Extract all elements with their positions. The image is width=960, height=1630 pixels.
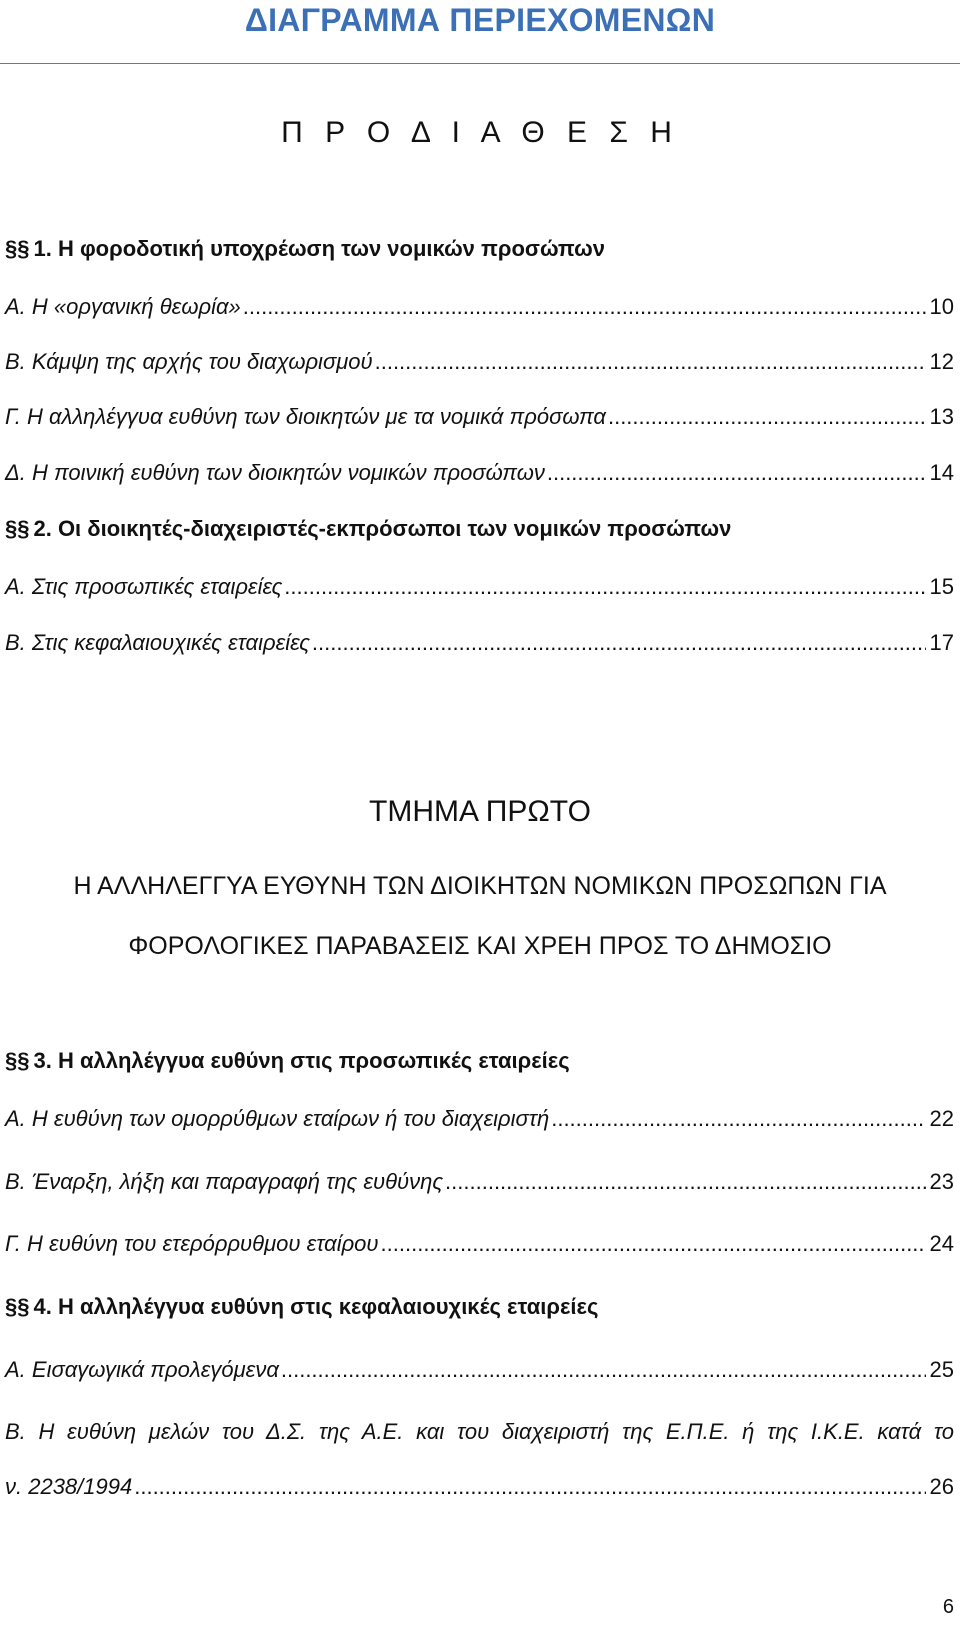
toc-entry-label: Α. Η ευθύνη των ομορρύθμων εταίρων ή του διαχειριστή [5,1106,550,1131]
toc-entry[interactable] [5,1165,954,1199]
toc-entry-page: 24 [929,1231,954,1256]
part-one-heading: ΤΜΗΜΑ ΠΡΩΤΟ [369,795,591,828]
document-title: ΔΙΑΓΡΑΜΜΑ ΠΕΡΙΕΧΟΜΕΝΩΝ [244,2,716,38]
toc-entry-page: 10 [929,294,954,319]
toc-entry-label: Γ. Η ευθύνη του ετερόρρυθμου εταίρου [5,1231,379,1256]
toc-entry[interactable] [5,570,954,604]
toc-entry-page: 13 [929,404,954,429]
toc-leader-dots [381,1227,926,1261]
toc-entry-label: Γ. Η αλληλέγγυα ευθύνη των διοικητών με τα νομικά πρόσωπα [5,404,606,429]
toc-leader-dots [134,1470,925,1504]
toc-entry[interactable] [5,290,954,324]
toc-entry-page: 17 [929,630,954,655]
toc-leader-dots [281,1353,926,1387]
toc-entry-label: Δ. Η ποινική ευθύνη των διοικητών νομικών προσώπων [5,460,545,485]
toc-entry[interactable] [5,1227,954,1261]
toc-entry-page: 12 [929,349,954,374]
section-mark: §§ [5,516,30,541]
toc-leader-dots [547,456,926,490]
toc-leader-dots [608,400,926,434]
toc-section-3[interactable] [5,1044,570,1078]
toc-entry-label: Β. Κάμψη της αρχής του διαχωρισμού [5,349,373,374]
section-mark: §§ [5,1294,30,1319]
section-title: 4. Η αλληλέγγυα ευθύνη στις κεφαλαιουχικές εταιρείες [33,1294,599,1319]
toc-entry-page: 15 [929,574,954,599]
toc-leader-dots [243,290,926,324]
toc-entry-long-line-1[interactable]: Β. Η ευθύνη μελών του Δ.Σ. της Α.Ε. και του διαχειριστή της Ε.Π.Ε. ή της Ι.Κ.Ε. κατά το [5,1419,954,1444]
toc-entry-label: Α. Στις προσωπικές εταιρείες [5,574,283,599]
toc-entry-label: ν. 2238/1994 [5,1474,133,1499]
toc-entry-label: Α. Η «οργανική θεωρία» [5,294,241,319]
section-title: 3. Η αλληλέγγυα ευθύνη στις προσωπικές εταιρείες [33,1048,570,1073]
toc-entry-label: Α. Εισαγωγικά προλεγόμενα [5,1357,279,1382]
toc-entry[interactable] [5,1353,954,1387]
toc-entry-label: Β. Έναρξη, λήξη και παραγραφή της ευθύνης [5,1169,444,1194]
toc-leader-dots [551,1102,925,1136]
section-title: 2. Οι διοικητές-διαχειριστές-εκπρόσωποι των νομικών προσώπων [33,516,732,541]
toc-entry[interactable] [5,1102,954,1136]
toc-entry-label: Β. Στις κεφαλαιουχικές εταιρείες [5,630,310,655]
header-divider [0,63,960,64]
toc-section-2[interactable] [5,512,731,546]
toc-leader-dots [375,345,926,379]
toc-section-4[interactable] [5,1290,598,1324]
toc-entry[interactable] [5,626,954,660]
toc-entry-page: 26 [929,1474,954,1499]
toc-entry[interactable] [5,345,954,379]
toc-entry-long-line-2[interactable] [5,1470,954,1504]
part-one-subtitle-line-1: Η ΑΛΛΗΛΕΓΓΥΑ ΕΥΘΥΝΗ ΤΩΝ ΔΙΟΙΚΗΤΩΝ ΝΟΜΙΚΩΝ ΠΡΟΣΩΠΩΝ ΓΙΑ [73,872,887,900]
preface-heading: Π Ρ Ο Δ Ι Α Θ Ε Σ Η [281,116,679,149]
toc-leader-dots [312,626,926,660]
toc-section-1[interactable] [5,232,605,266]
section-mark: §§ [5,1048,30,1073]
toc-entry[interactable] [5,456,954,490]
toc-leader-dots [445,1165,925,1199]
section-title: 1. Η φοροδοτική υποχρέωση των νομικών προσώπων [33,236,605,261]
section-mark: §§ [5,236,30,261]
toc-entry-page: 25 [929,1357,954,1382]
toc-leader-dots [284,570,925,604]
toc-entry-page: 22 [929,1106,954,1131]
toc-entry-page: 14 [929,460,954,485]
page-number: 6 [942,1596,954,1618]
toc-entry-page: 23 [929,1169,954,1194]
toc-entry[interactable] [5,400,954,434]
part-one-subtitle-line-2: ΦΟΡΟΛΟΓΙΚΕΣ ΠΑΡΑΒΑΣΕΙΣ ΚΑΙ ΧΡΕΗ ΠΡΟΣ ΤΟ ΔΗΜΟΣΙΟ [128,932,832,960]
